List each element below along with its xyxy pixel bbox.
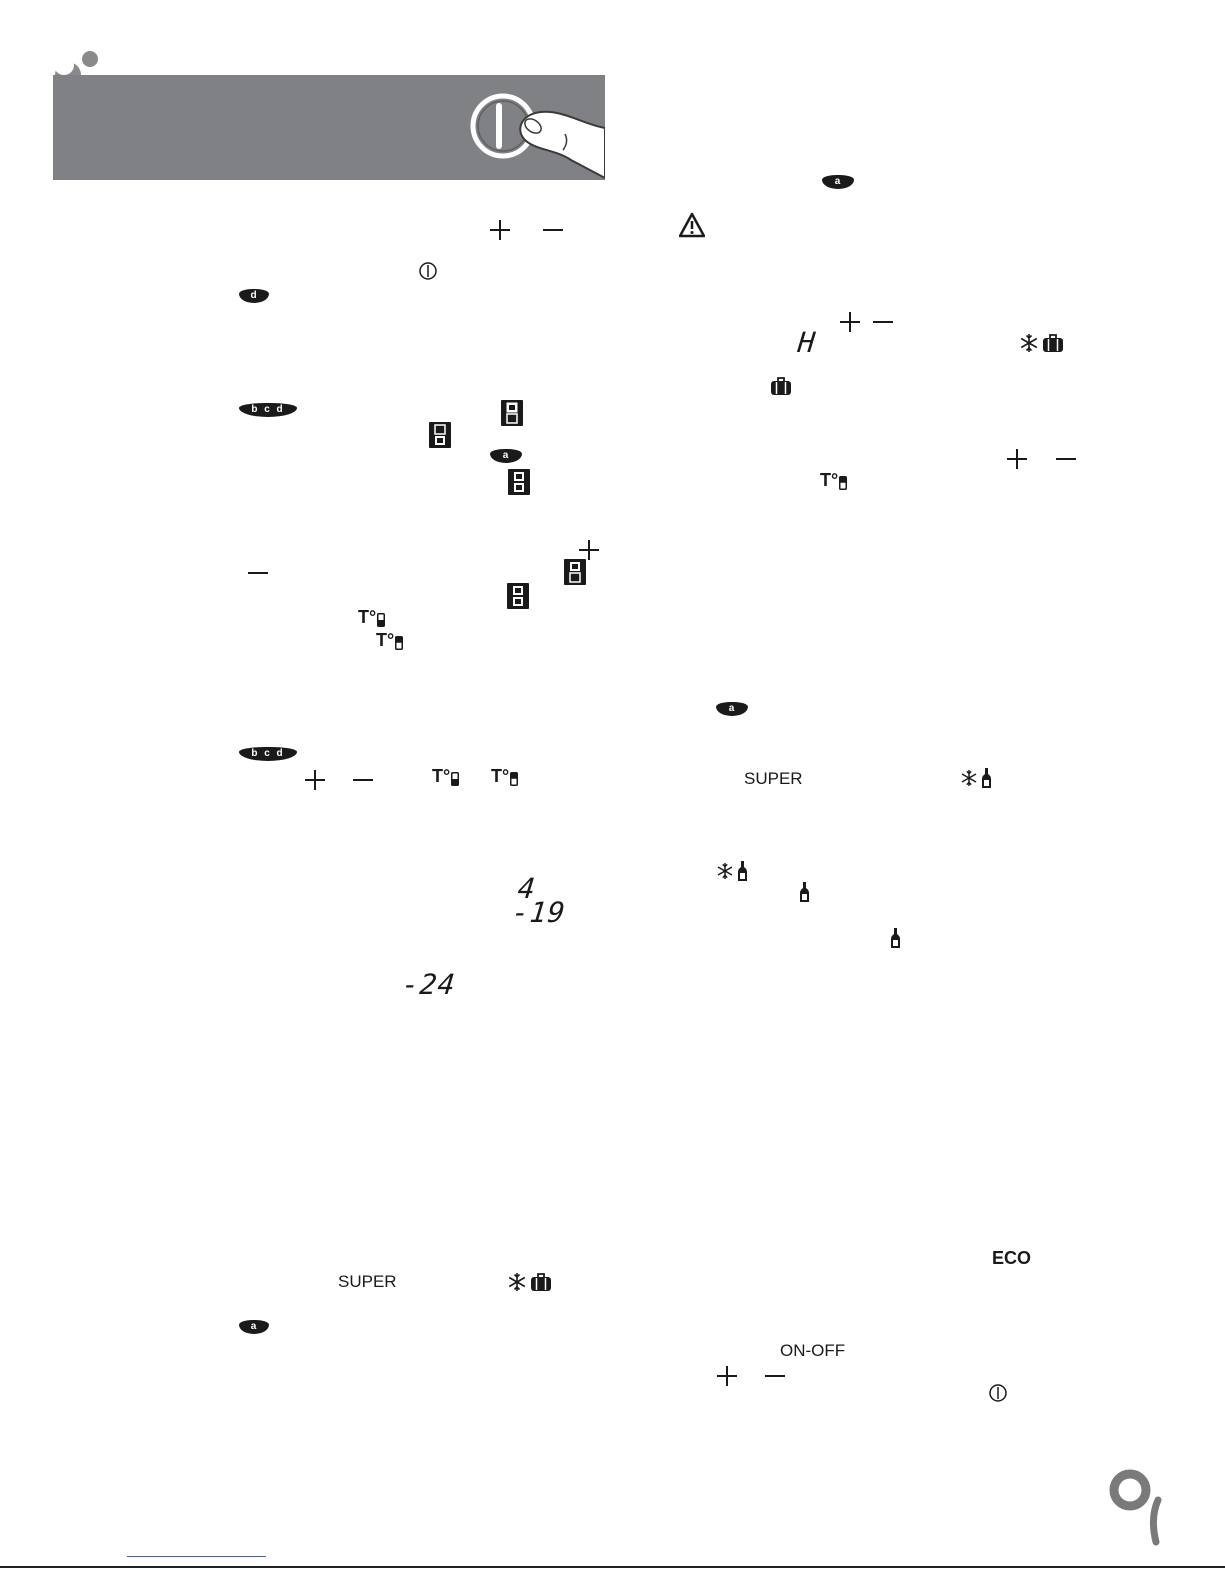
super-cool-indicator xyxy=(716,860,748,882)
control-label-bcd-badge: b c d xyxy=(239,747,297,761)
display-reading: H xyxy=(796,326,818,359)
display-reading: -24 xyxy=(400,968,458,1001)
temperature-label: T° xyxy=(432,766,451,786)
control-label-d-badge: d xyxy=(239,289,269,303)
eco-label: ECO xyxy=(992,1248,1032,1268)
temperature-label: T° xyxy=(376,630,395,650)
fridge-compartment-icon xyxy=(839,476,847,490)
snowflake-icon xyxy=(960,769,978,787)
super-label: SUPER xyxy=(744,769,803,788)
finger-pressing-power-button-icon xyxy=(465,90,605,180)
minus-icon xyxy=(1055,448,1077,470)
control-label-a-badge: a xyxy=(822,175,854,189)
plus-icon xyxy=(489,219,511,241)
fridge-compartment-icon xyxy=(564,559,586,585)
bottle-icon xyxy=(890,927,901,949)
warning-icon xyxy=(679,212,705,238)
minus-icon xyxy=(352,769,374,791)
control-label-bcd-badge: b c d xyxy=(239,403,297,417)
display-reading: 4 xyxy=(516,872,538,905)
minus-icon xyxy=(872,311,894,333)
minus-icon xyxy=(542,219,564,241)
footer-rule xyxy=(0,1566,1225,1568)
bottle-icon xyxy=(799,881,810,903)
fridge-temperature-indicator xyxy=(820,470,847,490)
plus-icon xyxy=(578,539,600,561)
plus-icon xyxy=(716,1365,738,1387)
fridge-temperature-indicator xyxy=(376,630,403,650)
temperature-label: T° xyxy=(820,470,839,490)
minus-icon xyxy=(764,1365,786,1387)
plus-icon xyxy=(304,769,326,791)
super-cool-indicator xyxy=(960,767,992,789)
power-icon xyxy=(988,1383,1008,1403)
snowflake-icon xyxy=(1019,333,1039,353)
fridge-compartment-icon xyxy=(507,583,529,609)
fridge-compartment-icon xyxy=(508,469,530,495)
on-off-label: ON-OFF xyxy=(780,1341,846,1360)
super-freeze-indicator xyxy=(507,1272,552,1292)
suitcase-icon xyxy=(770,376,792,396)
minus-icon xyxy=(247,562,269,584)
fridge-compartment-icon xyxy=(501,400,523,426)
fridge-compartment-icon xyxy=(395,636,403,650)
freezer-temperature-indicator xyxy=(358,607,385,627)
power-icon xyxy=(418,261,438,281)
freezer-temperature-indicator xyxy=(432,766,459,786)
freezer-compartment-icon xyxy=(377,613,385,627)
display-reading: -19 xyxy=(510,896,568,929)
bottle-icon xyxy=(737,860,748,882)
control-label-a-badge: a xyxy=(490,449,522,463)
plus-icon xyxy=(1006,448,1028,470)
super-freeze-indicator xyxy=(1019,333,1064,353)
freezer-compartment-icon xyxy=(451,772,459,786)
snowflake-icon xyxy=(716,862,734,880)
temperature-label: T° xyxy=(358,607,377,627)
super-label: SUPER xyxy=(338,1272,397,1291)
bottle-icon xyxy=(981,767,992,789)
plus-icon xyxy=(839,311,861,333)
temperature-label: T° xyxy=(491,766,510,786)
fridge-compartment-icon xyxy=(510,772,518,786)
snowflake-icon xyxy=(507,1272,527,1292)
page-corner-bubble-icon xyxy=(1100,1460,1170,1550)
link-underline xyxy=(127,1556,266,1557)
suitcase-icon xyxy=(1042,333,1064,353)
fridge-temperature-indicator xyxy=(491,766,518,786)
control-label-a-badge: a xyxy=(239,1320,269,1334)
fridge-compartment-icon xyxy=(429,422,451,448)
suitcase-icon xyxy=(530,1272,552,1292)
control-label-a-badge: a xyxy=(716,702,748,716)
